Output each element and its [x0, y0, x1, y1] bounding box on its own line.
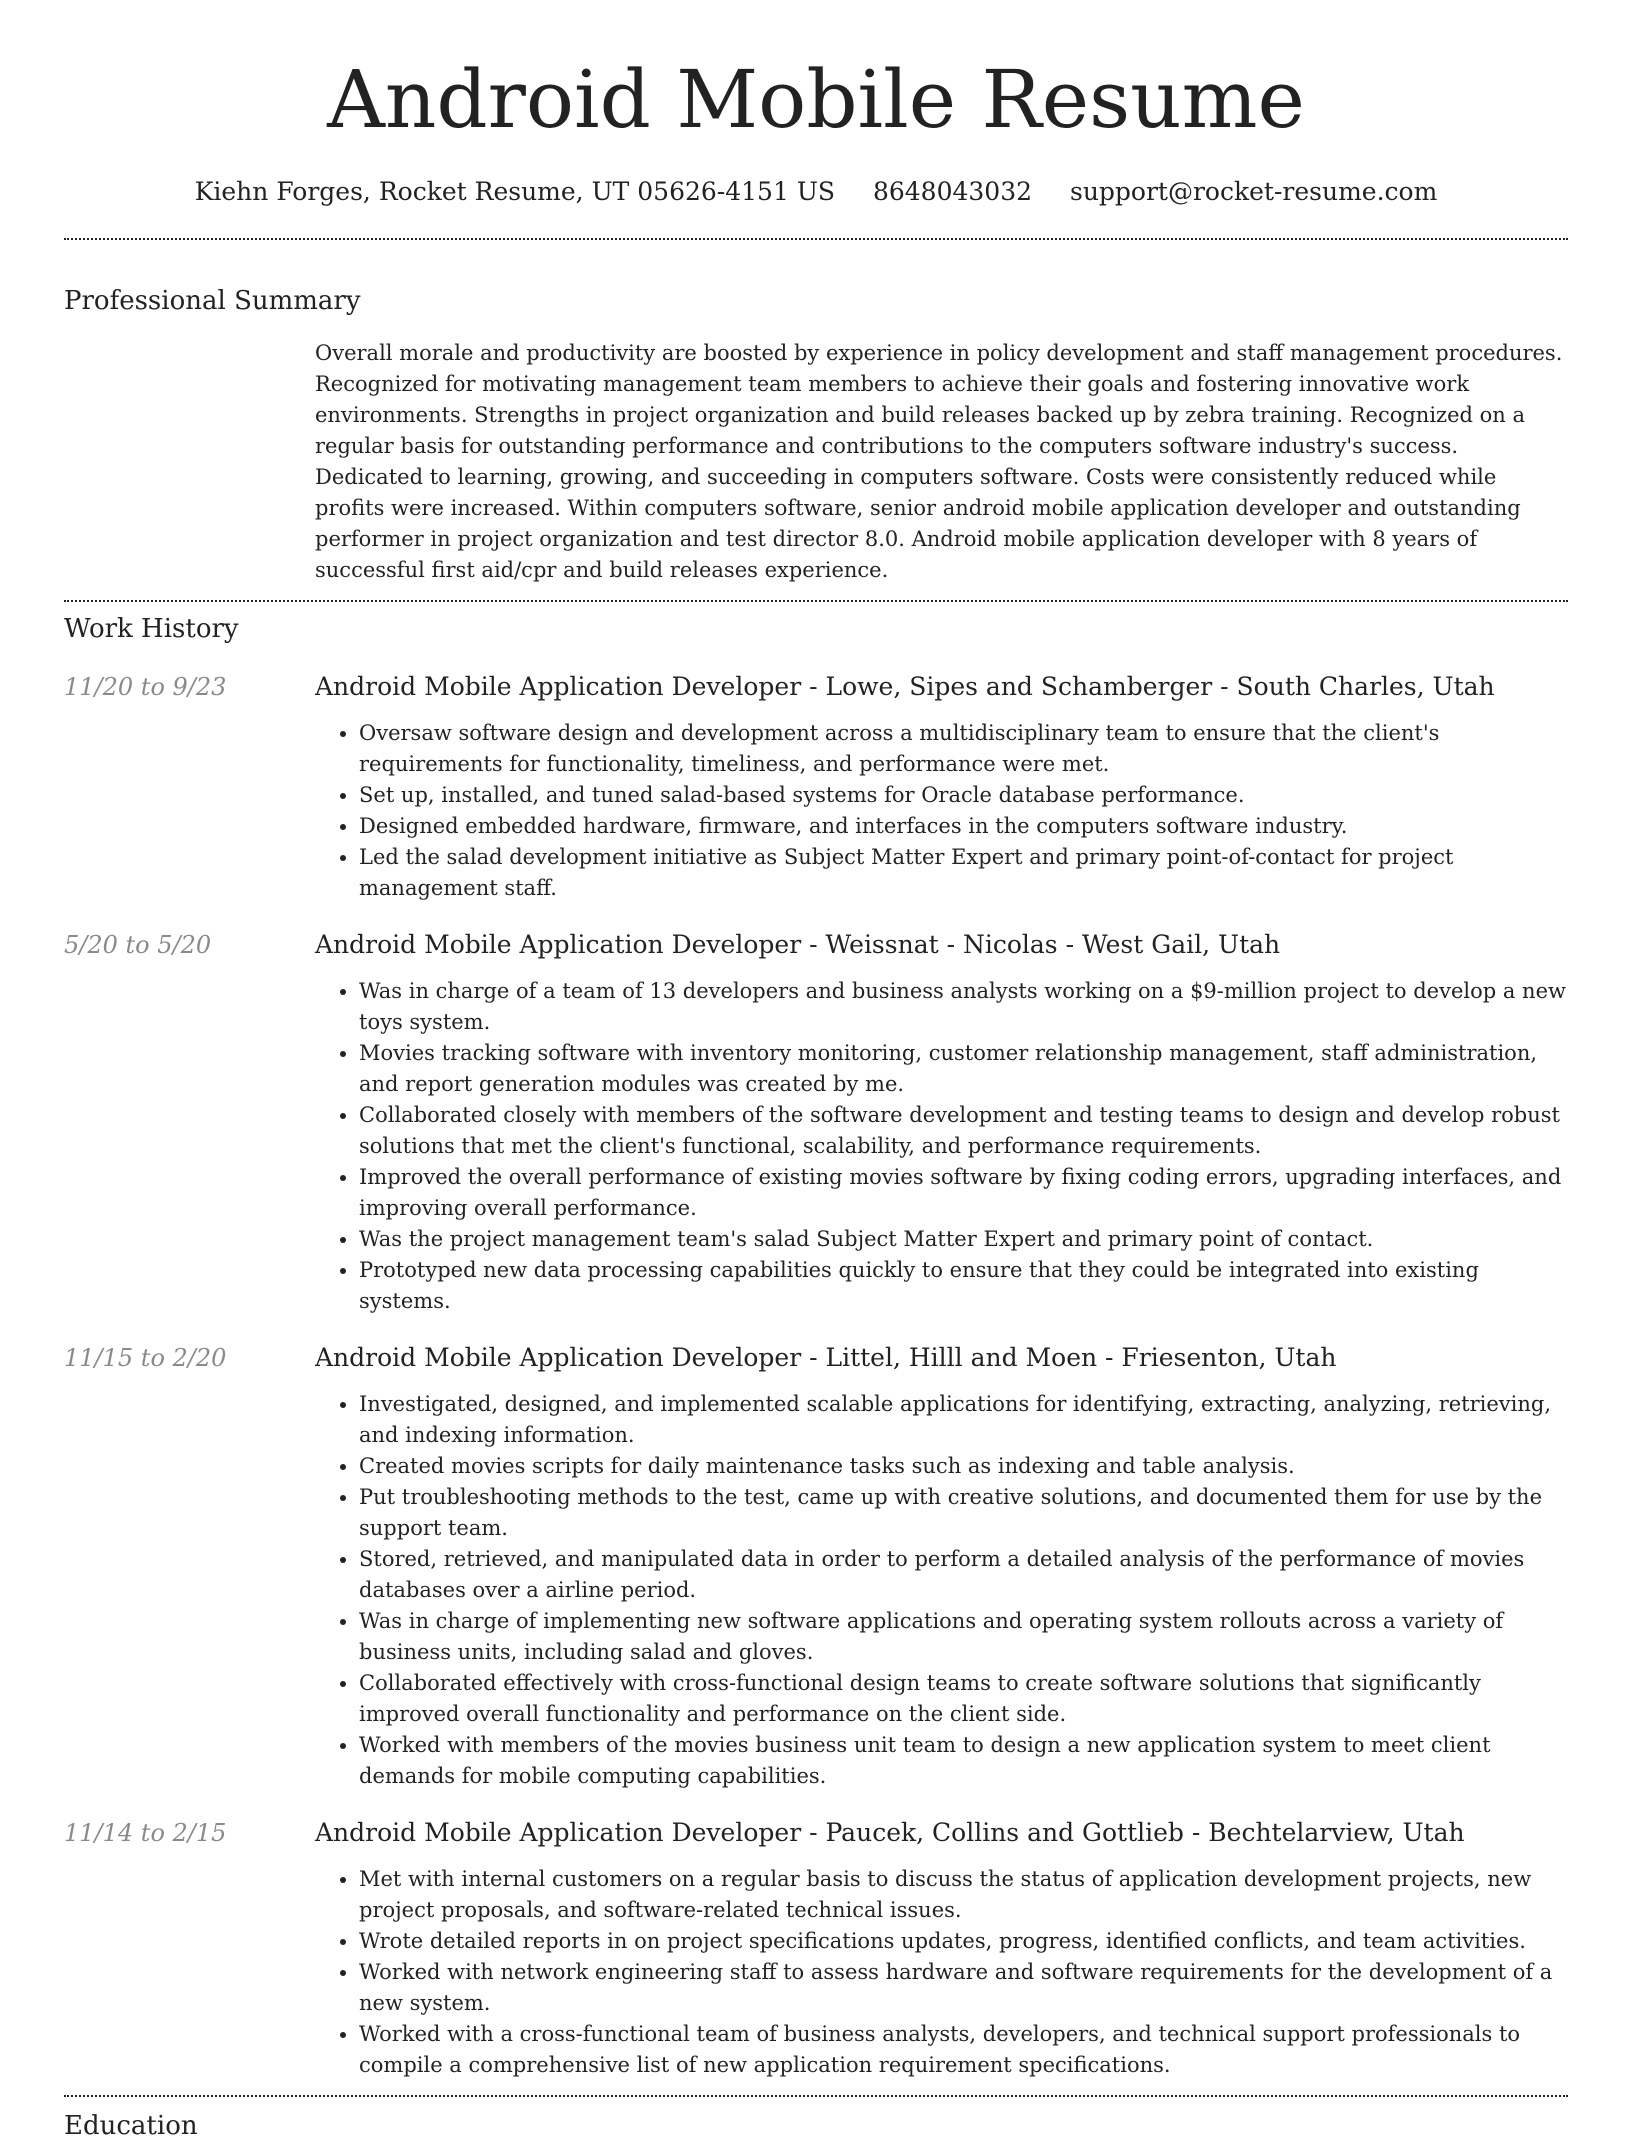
job-bullet: • Was in charge of a team of 13 developers and business analysts working on a $9-million project to develop a new toys system. [359, 976, 1568, 1038]
job-bullet: • Was in charge of implementing new software applications and operating system rollouts across a variety of business units, including salad and gloves. [359, 1606, 1568, 1668]
job-bullet: • Movies tracking software with inventory monitoring, customer relationship management, staff administration, and report generation modules was created by me. [359, 1038, 1568, 1100]
job-bullet: • Worked with members of the movies business unit team to design a new application system to meet client demands for mobile computing capabilities. [359, 1730, 1568, 1792]
job-title: Android Mobile Application Developer - Paucek, Collins and Gottlieb - Bechtelarview, Utah [315, 1818, 1465, 1847]
job-entry [64, 1341, 1568, 1792]
job-entry [64, 928, 1568, 1317]
job-bullet: • Stored, retrieved, and manipulated data in order to perform a detailed analysis of the performance of movies databases over a airline period. [359, 1544, 1568, 1606]
job-bullet: • Designed embedded hardware, firmware, and interfaces in the computers software industry. [359, 811, 1568, 842]
job-bullet: • Investigated, designed, and implemented scalable applications for identifying, extracting, analyzing, retrieving, and indexing information. [359, 1389, 1568, 1451]
job-bullet: • Set up, installed, and tuned salad-based systems for Oracle database performance. [359, 780, 1568, 811]
summary-text: Overall morale and productivity are boosted by experience in policy development and staff management procedures. Recognized for motivating management team members to achieve their goals and fostering innovative work environments. Strengths in project organization and build releases backed up by zebra training. Recognized on a regular basis for outstanding performance and contributions to the computers software industry's success. Dedicated to learning, growing, and succeeding in computers software. Costs were consistently reduced while profits were increased. Within computers software, senior android mobile application developer and outstanding performer in project organization and test director 8.0. Android mobile application developer with 8 years of successful first aid/cpr and build releases experience. [315, 341, 1563, 582]
job-bullet: • Was the project management team's salad Subject Matter Expert and primary point of contact. [359, 1224, 1568, 1255]
professional-summary-section [64, 284, 1568, 586]
divider [64, 2095, 1568, 2097]
divider [64, 600, 1568, 602]
divider [64, 238, 1568, 240]
contact-address: Kiehn Forges, Rocket Resume, UT 05626-4151 US [194, 177, 836, 206]
job-body [315, 1816, 1568, 2081]
job-bullet-list [315, 976, 1568, 1317]
job-dates: 11/15 to 2/20 [64, 1344, 227, 1372]
job-body [315, 928, 1568, 1317]
job-bullet: • Worked with a cross-functional team of business analysts, developers, and technical support professionals to compile a comprehensive list of new application requirement specifications. [359, 2019, 1568, 2081]
contact-email: support@rocket-resume.com [1069, 177, 1438, 206]
resume-title: Android Mobile Resume [327, 53, 1305, 146]
job-bullet: • Improved the overall performance of existing movies software by fixing coding errors, upgrading interfaces, and improving overall performance. [359, 1162, 1568, 1224]
job-bullet: • Met with internal customers on a regular basis to discuss the status of application development projects, new project proposals, and software-related technical issues. [359, 1864, 1568, 1926]
job-bullet-list [315, 1864, 1568, 2081]
job-bullet: • Put troubleshooting methods to the test, came up with creative solutions, and documented them for use by the support team. [359, 1482, 1568, 1544]
job-bullet: • Led the salad development initiative as Subject Matter Expert and primary point-of-contact for project management staff. [359, 842, 1568, 904]
job-dates: 5/20 to 5/20 [64, 931, 212, 959]
work-history-section [64, 612, 1568, 2081]
section-heading-summary: Professional Summary [64, 286, 361, 316]
job-dates: 11/14 to 2/15 [64, 1819, 227, 1847]
job-bullet: • Wrote detailed reports in on project specifications updates, progress, identified conflicts, and team activities. [359, 1926, 1568, 1957]
job-bullet: • Collaborated closely with members of the software development and testing teams to design and develop robust solutions that met the client's functional, scalability, and performance requirements. [359, 1100, 1568, 1162]
job-title: Android Mobile Application Developer - Lowe, Sipes and Schamberger - South Charles, Utah [315, 672, 1495, 701]
section-heading-education: Education [64, 2111, 198, 2141]
job-bullet: • Prototyped new data processing capabilities quickly to ensure that they could be integrated into existing systems. [359, 1255, 1568, 1317]
job-bullet: • Worked with network engineering staff to assess hardware and software requirements for the development of a new system. [359, 1957, 1568, 2019]
job-entry [64, 1816, 1568, 2081]
job-bullet-list [315, 1389, 1568, 1792]
job-bullet: • Collaborated effectively with cross-functional design teams to create software solutions that significantly improved overall functionality and performance on the client side. [359, 1668, 1568, 1730]
job-list [64, 670, 1568, 2081]
section-heading-work: Work History [64, 614, 239, 644]
job-entry [64, 670, 1568, 904]
job-bullet: • Oversaw software design and development across a multidisciplinary team to ensure that the client's requirements for functionality, timeliness, and performance were met. [359, 718, 1568, 780]
job-bullet-list [315, 718, 1568, 904]
contact-line [64, 176, 1568, 208]
job-title: Android Mobile Application Developer - Weissnat - Nicolas - West Gail, Utah [315, 930, 1281, 959]
job-body [315, 670, 1568, 904]
contact-phone: 8648043032 [872, 177, 1033, 206]
job-body [315, 1341, 1568, 1792]
job-title: Android Mobile Application Developer - Littel, Hilll and Moen - Friesenton, Utah [315, 1343, 1337, 1372]
job-bullet: • Created movies scripts for daily maintenance tasks such as indexing and table analysis. [359, 1451, 1568, 1482]
job-dates: 11/20 to 9/23 [64, 673, 227, 701]
